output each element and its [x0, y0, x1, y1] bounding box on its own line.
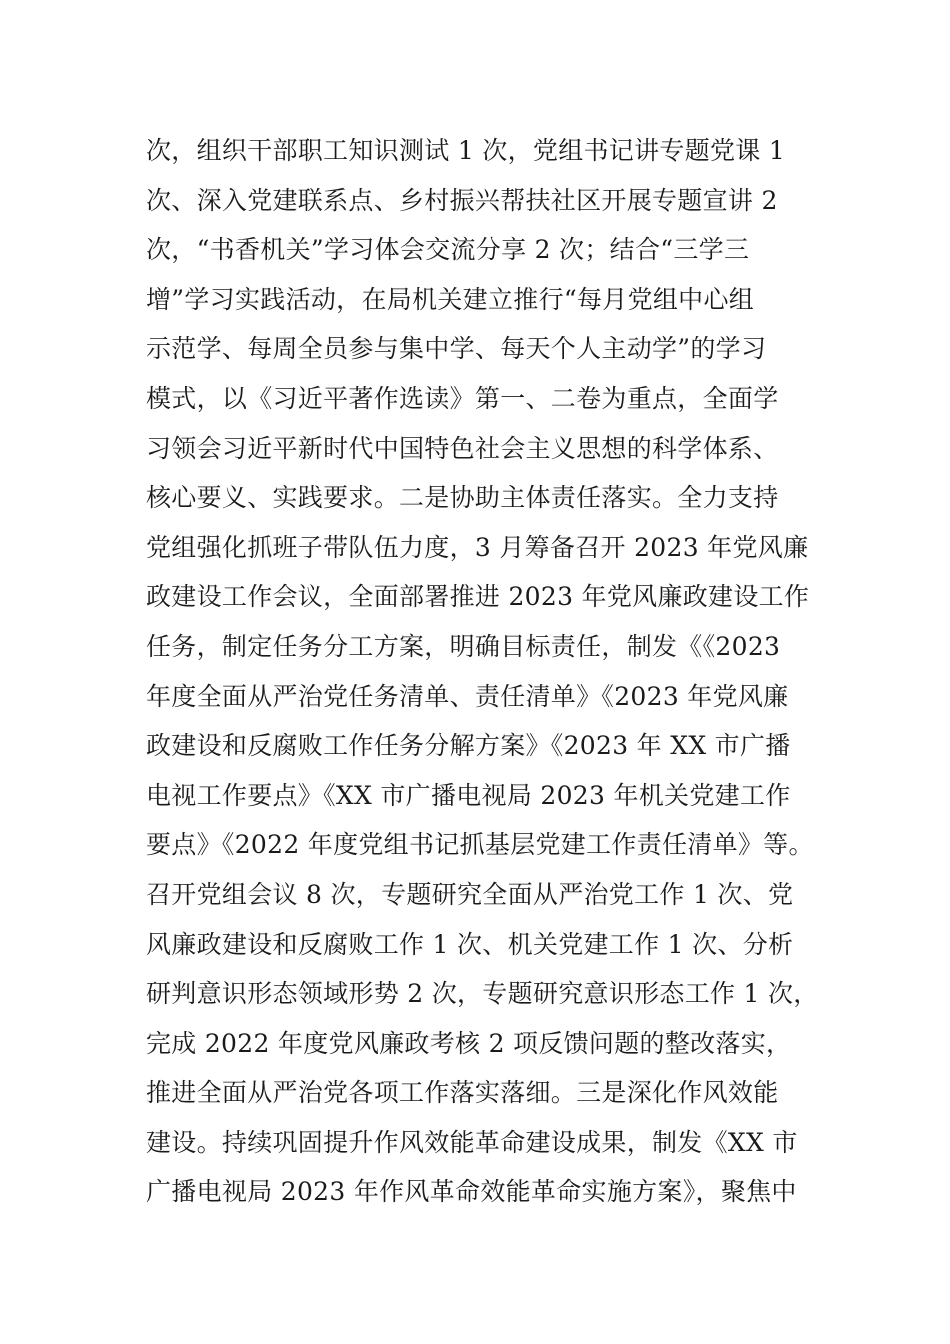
- text-line: 电视工作要点》《XX 市广播电视局 2023 年机关党建工作: [146, 780, 791, 810]
- text-line: 政建设和反腐败工作任务分解方案》《2023 年 XX 市广播: [146, 731, 791, 761]
- text-line: 次，“书香机关”学习体会交流分享 2 次；结合“三学三: [146, 235, 750, 265]
- text-line: 建设。持续巩固提升作风效能革命建设成果，制发《XX 市: [146, 1127, 798, 1157]
- text-line: 次，组织干部职工知识测试 1 次，党组书记讲专题党课 1: [146, 136, 786, 165]
- text-line: 完成 2022 年度党风廉政考核 2 项反馈问题的整改落实，: [146, 1028, 792, 1058]
- text-line: 核心要义、实践要求。二是协助主体责任落实。全力支持: [146, 483, 779, 513]
- text-line: 风廉政建设和反腐败工作 1 次、机关党建工作 1 次、分析: [146, 929, 794, 959]
- body-text: [146, 126, 846, 1217]
- text-line: 模式，以《习近平著作选读》第一、二卷为重点，全面学: [146, 383, 779, 413]
- text-line: 任务，制定任务分工方案，明确目标责任，制发《《2023: [146, 631, 781, 661]
- text-line: 增”学习实践活动，在局机关建立推行“每月党组中心组: [146, 284, 755, 314]
- text-line: 要点》《2022 年度党组书记抓基层党建工作责任清单》等。: [146, 830, 814, 860]
- text-line: 示范学、每周全员参与集中学、每天个人主动学”的学习: [146, 334, 767, 364]
- text-line: 习领会习近平新时代中国特色社会主义思想的科学体系、: [146, 433, 779, 463]
- text-line: 年度全面从严治党任务清单、责任清单》《2023 年党风廉: [146, 681, 789, 711]
- text-line: 召开党组会议 8 次，专题研究全面从严治党工作 1 次、党: [146, 879, 794, 909]
- text-line: 广播电视局 2023 年作风革命效能革命实施方案》，聚焦中: [146, 1177, 797, 1207]
- text-line: 次、深入党建联系点、乡村振兴帮扶社区开展专题宣讲 2: [146, 185, 778, 215]
- text-line: 党组强化抓班子带队伍力度，3 月筹备召开 2023 年党风廉: [146, 532, 809, 562]
- text-line: 研判意识形态领域形势 2 次，专题研究意识形态工作 1 次，: [146, 979, 819, 1009]
- text-line: 政建设工作会议，全面部署推进 2023 年党风廉政建设工作: [146, 582, 810, 612]
- text-line: 推进全面从严治党各项工作落实落细。三是深化作风效能: [146, 1078, 779, 1108]
